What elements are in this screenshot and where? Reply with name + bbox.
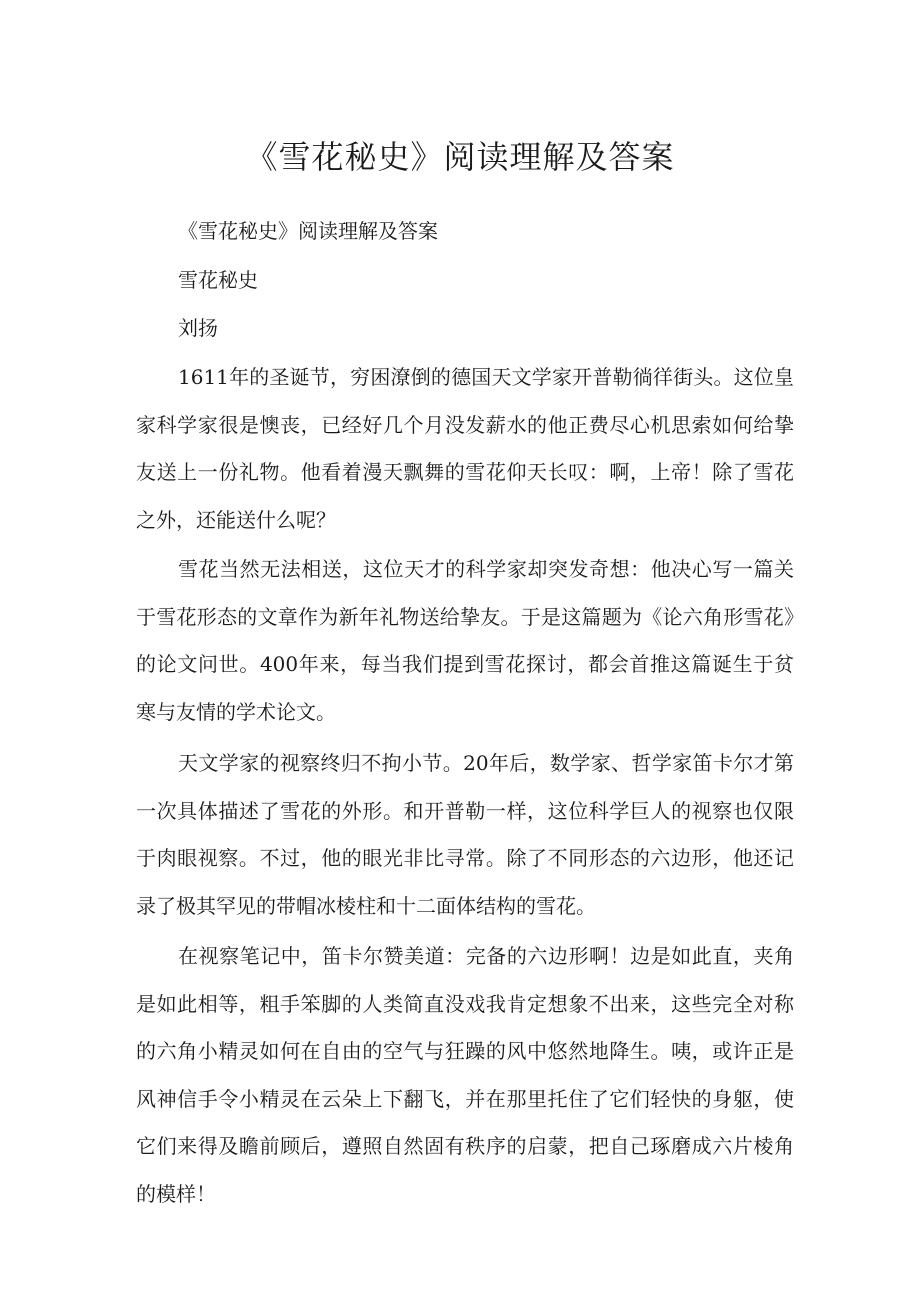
page-title: 《雪花秘史》阅读理解及答案 (245, 138, 675, 176)
paragraph-3: 天文学家的视察终归不拘小节。20年后，数学家、哲学家笛卡尔才第一次具体描述了雪花的外形。和开普勒一样，这位科学巨人的视察也仅限于肉眼视察。不过，他的眼光非比寻常。除了不同形态的六边形，他还记录了极其罕见的带帽冰棱柱和十二面体结构的雪花。 (136, 751, 794, 918)
subtitle-line: 《雪花秘史》阅读理解及答案 (178, 219, 438, 243)
author-name: 刘扬 (178, 316, 218, 340)
paragraph-2: 雪花当然无法相送，这位天才的科学家却突发奇想：他决心写一篇关于雪花形态的文章作为新年礼物送给挚友。于是这篇题为《论六角形雪花》的论文问世。400年来，每当我们提到雪花探讨，都会首推这篇诞生于贫寒与友情的学术论文。 (136, 557, 794, 724)
paragraph-1: 1611年的圣诞节，穷困潦倒的德国天文学家开普勒徜徉街头。这位皇家科学家很是懊丧，已经好几个月没发薪水的他正费尽心机思索如何给挚友送上一份礼物。他看着漫天飘舞的雪花仰天长叹：啊，上帝！除了雪花之外，还能送什么呢？ (136, 365, 794, 532)
paragraph-4: 在视察笔记中，笛卡尔赞美道：完备的六边形啊！边是如此直，夹角是如此相等，粗手笨脚的人类简直没戏我肯定想象不出来，这些完全对称的六角小精灵如何在自由的空气与狂躁的风中悠然地降生。咦，或许正是风神信手令小精灵在云朵上下翻飞，并在那里托住了它们轻快的身躯，使它们来得及瞻前顾后，遵照自然固有秩序的启蒙，把自己琢磨成六片棱角的模样！ (136, 944, 794, 1206)
article-title: 雪花秘史 (178, 268, 258, 292)
